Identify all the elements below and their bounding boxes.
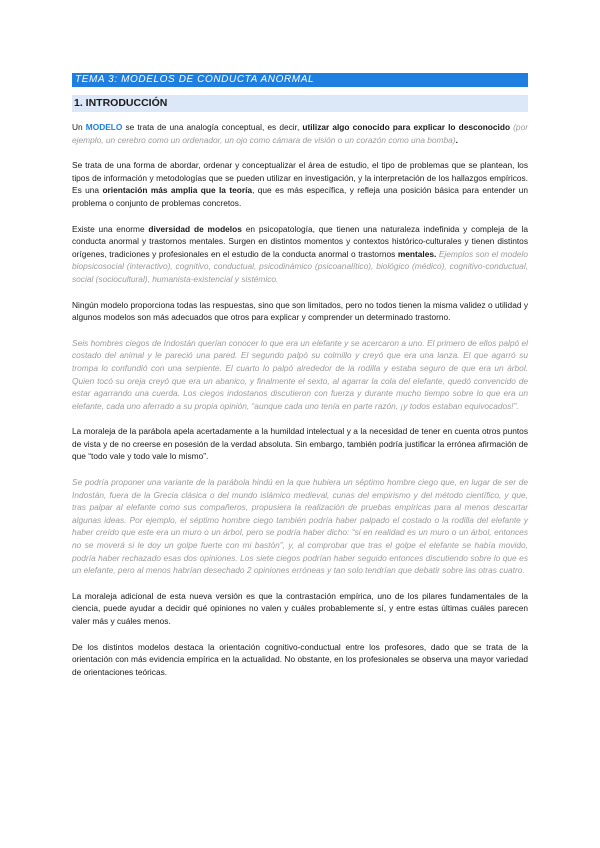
- paragraph-orientations: De los distintos modelos destaca la orientación cognitivo-conductual entre los profesores, dado que se trata de la orientación con más evidencia empírica en la actualidad. No obstante, en los profesionales se observa una mayor variedad de orientaciones teóricas.: [72, 641, 528, 677]
- parable-text: Seis hombres ciegos de Indostán querían conocer lo que era un elefante y se acercaron a uno. El primero de ellos palpó el costado del animal y le pareció una pared. El segundo palpó su colmillo y creyó que era una lanza. El que agarró su trompa lo confundió con una serpiente. El cuarto lo palpó alrededor de la rodilla y estaba seguro de que era un árbol. Quien tocó su oreja creyó que era un abanico, y finalmente el sexto, al agarrar la cola del elefante, quedó convencido de estar agarrando una cuerda. Los ciegos indostanos discutieron con fuerza y durante mucho tiempo sobre lo que era un elefante, cada uno aferrado a su propia opinión, “aunque cada uno tenía en parte razón, ¡y todos estaban equivocados!”.: [72, 337, 528, 411]
- example-text: (por ejemplo, un cerebro como un ordenador, un ojo como cámara de visión o un corazón como una bomba): [72, 122, 528, 145]
- paragraph-limitations: Ningún modelo proporciona todas las respuestas, sino que son limitados, pero no todos tienen la misma validez o utilidad y algunos modelos son más adecuados que otros para explicar y comprender un determinado trastorno.: [72, 299, 528, 323]
- text: Un: [72, 122, 86, 132]
- text: .: [455, 134, 458, 145]
- parable-variant-text: Se podría proponer una variante de la parábola hindú en la que hubiera un séptimo hombre ciego que, en lugar de ser de Indostán, fuera de la Grecia clásica o del mundo islámico medieval, cunas del empirismo y del método científico, y que, tras palpar al elefante como sus compañeros, propusiera la realización de pruebas empíricas para al menos descartar algunas ideas. Por ejemplo, el séptimo hombre ciego también podría haber palpado el costado o la rodilla del elefante y haber creído que este era un muro o un árbol, pero se podría haber dicho: “si en realidad es un muro o un árbol, entonces no se moverá si le doy un golpe fuerte con mi bastón”, y, al comprobar que tras el golpe el elefante se había movido, podría haber rechazado esas dos opiniones. Los siete ciegos podrían haber seguido entonces discutiendo sobre lo que es un elefante, pero al menos habrían desechado 2 opiniones erróneas y tan solo tendrían que debatir sobre las otras cuatro.: [72, 477, 528, 576]
- text: se trata de una analogía conceptual, es decir,: [122, 122, 303, 132]
- paragraph-additional-moral: La moraleja adicional de esta nueva versión es que la contrastación empírica, uno de los pilares fundamentales de la ciencia, puede ayudar a decidir qué opiniones no valen y cuáles probablemente sí, y entre estas últimas cuáles parecen valer más y cuáles menos.: [72, 590, 528, 626]
- theme-title: TEMA 3: MODELOS DE CONDUCTA ANORMAL: [72, 73, 528, 87]
- text: Existe una enorme: [72, 223, 149, 234]
- text: La moraleja de la parábola apela acertadamente a la humildad intelectual y a la necesidad de tener en cuenta otros puntos de vista y de no creerse en posesión de la verdad absoluta. Sin embargo, también podría justificar la errónea afirmación de que “todo vale y todo vale lo mismo”.: [72, 426, 528, 462]
- bold-text: orientación más amplia que la teoría: [102, 185, 253, 196]
- model-term: MODELO: [85, 122, 123, 132]
- example-text: Ejemplos son el modelo biopsicosocial (interactivo), cognitivo, conductual, psicodinámico (psicoanalítico), biológico (médico), cognitivo-conductual, social (sociocultural), humanista-existencial y sistémico.: [72, 248, 528, 284]
- bold-text: diversidad de modelos: [148, 223, 242, 234]
- paragraph-diversity: [72, 223, 528, 286]
- bold-text: mentales.: [397, 248, 437, 259]
- paragraph-model-definition: [72, 121, 528, 146]
- paragraph-approach: [72, 159, 528, 209]
- text: en psicopatología, que tienen una naturaleza indefinida y compleja de la conducta anormal y trastornos mentales. Surgen en distintos momentos y contextos histórico-culturales y tienen distintos orígenes, tradiciones y profesionales en el estudio de la conducta anormal o trastornos: [72, 223, 529, 259]
- text: , que es más específica, y refleja una posición básica para entender un problema o conjunto de problemas concretos.: [72, 185, 528, 208]
- section-title: 1. INTRODUCCIÓN: [72, 95, 528, 112]
- paragraph-moral: [72, 425, 528, 463]
- bold-text: utilizar algo conocido para explicar lo desconocido: [302, 122, 511, 132]
- text: Se trata de una forma de abordar, ordenar y conceptualizar el área de estudio, el tipo de problemas que se plantean, los tipos de información y metodologías que se pueden utilizar en investigación, y la interpretación de los hallazgos empíricos. Es una: [72, 160, 528, 196]
